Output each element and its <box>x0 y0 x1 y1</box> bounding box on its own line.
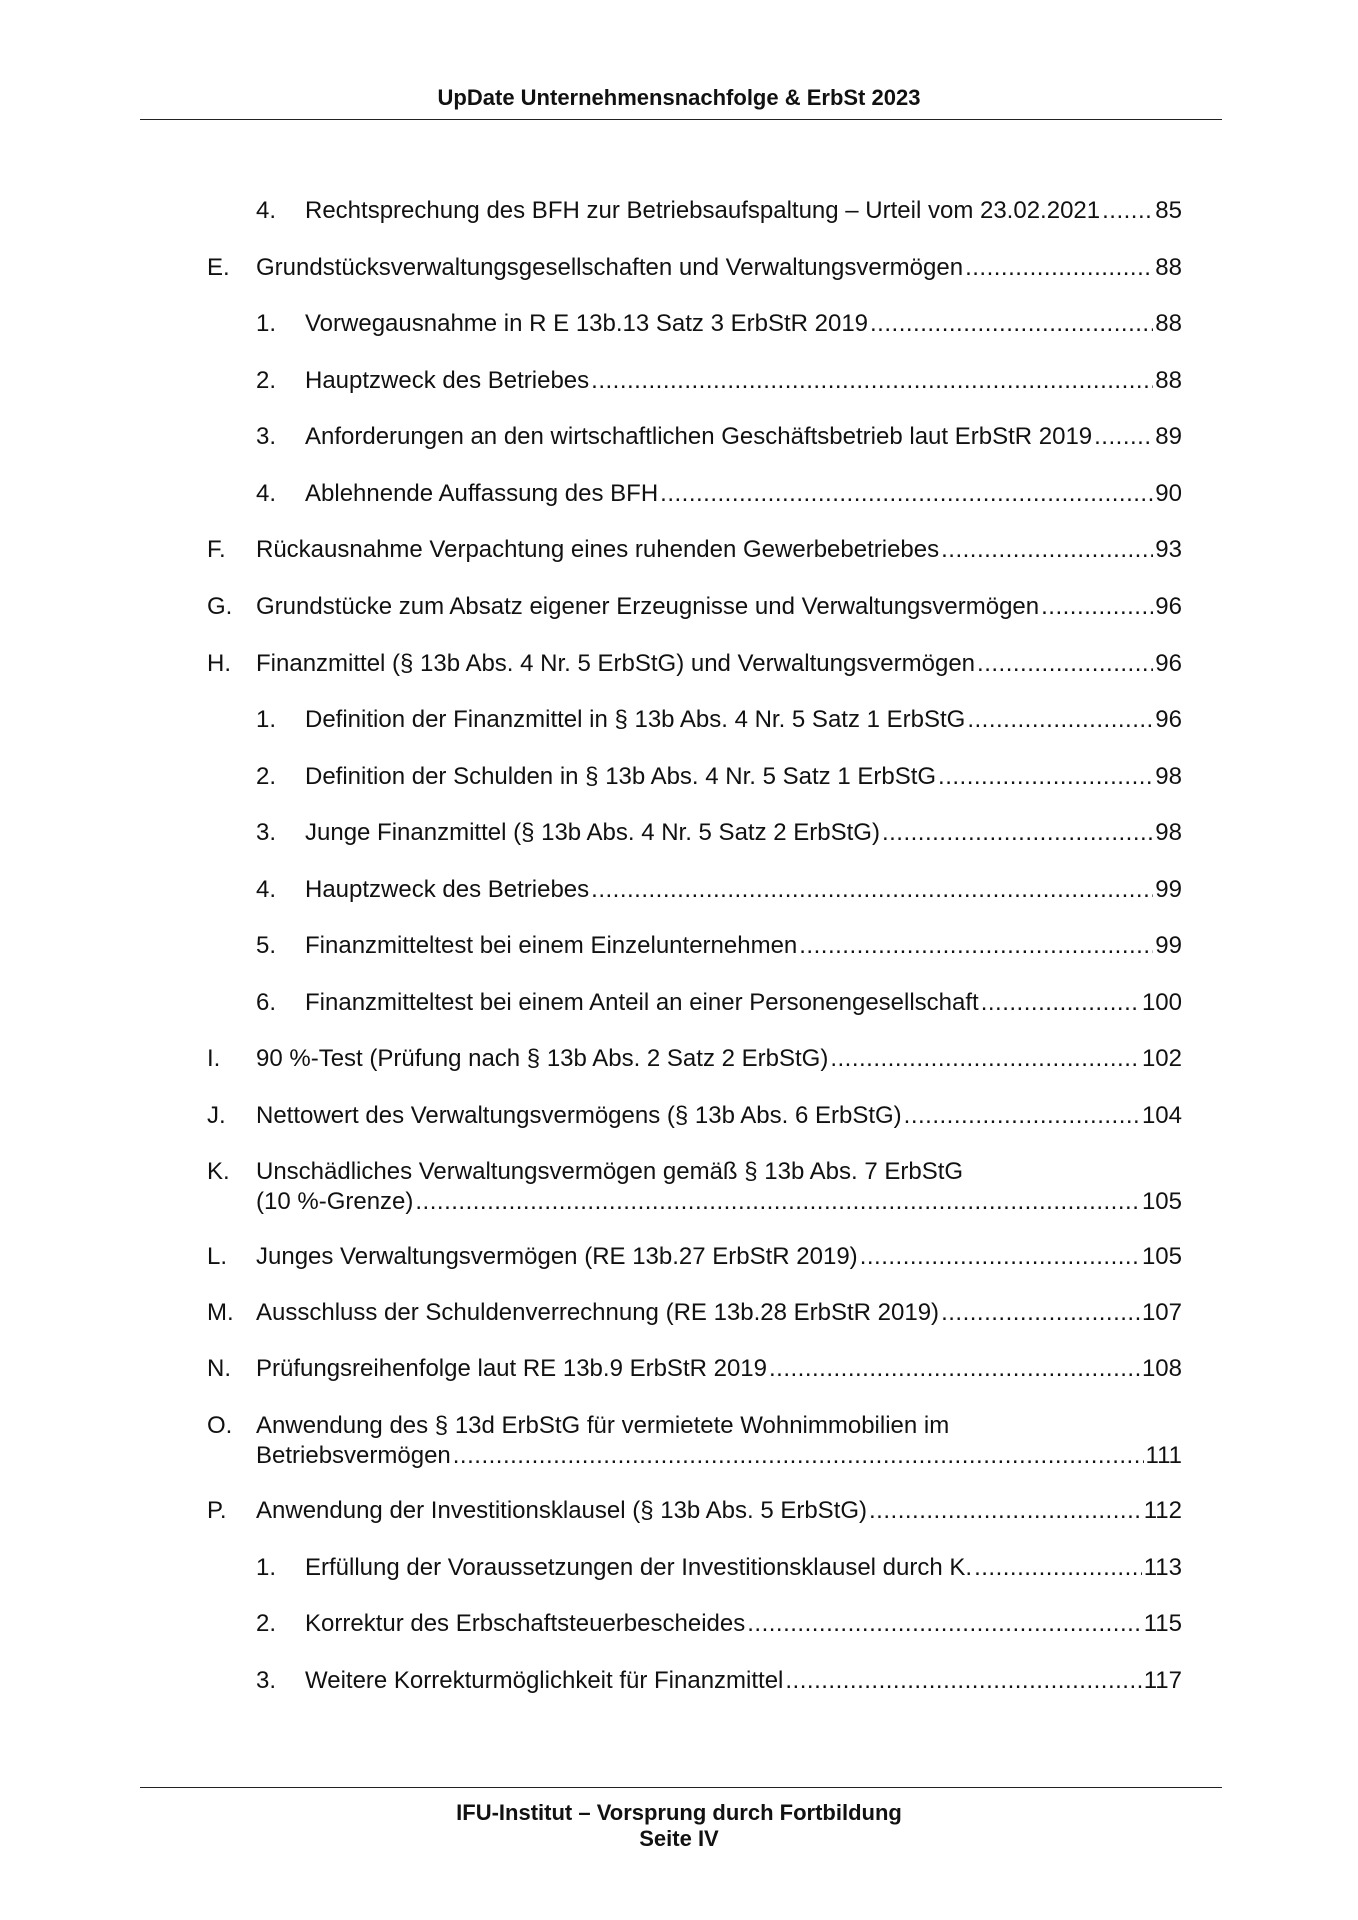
toc-entry-page: 113 <box>1143 1554 1182 1581</box>
toc-entry-title: Anforderungen an den wirtschaftlichen Geschäftsbetrieb laut ErbStR 2019 <box>305 423 1093 450</box>
toc-leader-dots <box>981 988 1140 1018</box>
toc-entry-page: 105 <box>1141 1243 1182 1270</box>
toc-entry-number: 2. <box>256 763 277 790</box>
toc-leader-dots <box>660 479 1153 509</box>
toc-entry-number: 1. <box>256 706 277 733</box>
toc-entry-page: 88 <box>1155 254 1182 281</box>
toc-entry-page: 96 <box>1155 650 1182 677</box>
toc-leader-dots <box>974 1553 1142 1583</box>
toc-entry-page: 104 <box>1141 1102 1182 1129</box>
toc-entry-title-line1: Anwendung des § 13d ErbStG für vermietete Wohnimmobilien im <box>256 1412 950 1439</box>
toc-entry-page: 85 <box>1155 197 1182 224</box>
toc-entry-title: Erfüllung der Voraussetzungen der Investitionsklausel durch K. <box>305 1554 973 1581</box>
toc-entry-number: F. <box>207 536 226 563</box>
toc-leader-dots <box>591 366 1153 396</box>
toc-entry-page: 98 <box>1155 763 1182 790</box>
toc-entry-title: Junges Verwaltungsvermögen (RE 13b.27 ErbStR 2019) <box>256 1243 858 1270</box>
toc-leader-dots <box>869 1496 1142 1526</box>
toc-leader-dots <box>785 1666 1141 1696</box>
toc-entry-number: 2. <box>256 367 277 394</box>
toc-entry-number: 4. <box>256 876 277 903</box>
toc-entry-page: 115 <box>1143 1610 1182 1637</box>
toc-entry-page: 96 <box>1155 593 1182 620</box>
toc-entry-number: 3. <box>256 819 277 846</box>
toc-leader-dots <box>1094 422 1153 452</box>
toc-leader-dots <box>799 931 1153 961</box>
toc-entry-number: K. <box>207 1158 230 1185</box>
toc-entry-title: Nettowert des Verwaltungsvermögens (§ 13b Abs. 6 ErbStG) <box>256 1102 902 1129</box>
toc-entry-page: 90 <box>1155 480 1182 507</box>
toc-entry-title: Definition der Schulden in § 13b Abs. 4 Nr. 5 Satz 1 ErbStG <box>305 763 937 790</box>
toc-entry-number: N. <box>207 1355 231 1382</box>
toc-entry-title: Prüfungsreihenfolge laut RE 13b.9 ErbStR 2019 <box>256 1355 767 1382</box>
footer-institute: IFU-Institut – Vorsprung durch Fortbildung <box>456 1800 902 1825</box>
toc-entry-title: Finanzmittel (§ 13b Abs. 4 Nr. 5 ErbStG) und Verwaltungsvermögen <box>256 650 976 677</box>
toc-leader-dots <box>1102 196 1153 226</box>
toc-leader-dots <box>415 1187 1140 1217</box>
toc-entry-number: E. <box>207 254 230 281</box>
toc-entry-number: 2. <box>256 1610 277 1637</box>
toc-leader-dots <box>882 818 1153 848</box>
toc-entry-title: Rechtsprechung des BFH zur Betriebsaufspaltung – Urteil vom 23.02.2021 <box>305 197 1101 224</box>
toc-entry-title: Ausschluss der Schuldenverrechnung (RE 13b.28 ErbStR 2019) <box>256 1299 940 1326</box>
toc-leader-dots <box>904 1101 1140 1131</box>
toc-entry-number: L. <box>207 1243 228 1270</box>
toc-leader-dots <box>453 1441 1144 1471</box>
toc-entry-page: 88 <box>1155 310 1182 337</box>
toc-entry-number: 1. <box>256 1554 277 1581</box>
toc-leader-dots <box>860 1242 1140 1272</box>
toc-entry-number: 6. <box>256 989 277 1016</box>
toc-entry-title-line1: Unschädliches Verwaltungsvermögen gemäß § 13b Abs. 7 ErbStG <box>256 1158 964 1185</box>
toc-entry-number: G. <box>207 593 233 620</box>
toc-entry-title: Finanzmitteltest bei einem Anteil an einer Personengesellschaft <box>305 989 979 1016</box>
toc-entry-number: 3. <box>256 1667 277 1694</box>
toc-leader-dots <box>941 535 1153 565</box>
toc-entry-page: 88 <box>1155 367 1182 394</box>
toc-leader-dots <box>591 875 1153 905</box>
toc-entry-page: 96 <box>1155 706 1182 733</box>
toc-entry-number: 1. <box>256 310 277 337</box>
footer-divider <box>140 1787 1222 1788</box>
toc-entry-title: Vorwegausnahme in R E 13b.13 Satz 3 ErbStR 2019 <box>305 310 869 337</box>
toc-entry-title: Ablehnende Auffassung des BFH <box>305 480 659 507</box>
toc-entry-page: 99 <box>1155 876 1182 903</box>
toc-entry-title: (10 %-Grenze) <box>256 1188 414 1215</box>
toc-entry-number: P. <box>207 1497 227 1524</box>
toc-entry-number: 4. <box>256 197 277 224</box>
toc-entry-number: 4. <box>256 480 277 507</box>
toc-entry-page: 99 <box>1155 932 1182 959</box>
toc-entry-number: O. <box>207 1412 233 1439</box>
toc-entry-page: 89 <box>1155 423 1182 450</box>
toc-entry-title: Betriebsvermögen <box>256 1442 451 1469</box>
toc-entry-page: 102 <box>1141 1045 1182 1072</box>
toc-entry-number: 3. <box>256 423 277 450</box>
toc-entry-page: 117 <box>1143 1667 1182 1694</box>
toc-leader-dots <box>1041 592 1153 622</box>
toc-entry-number: 5. <box>256 932 277 959</box>
toc-entry-number: J. <box>207 1102 226 1129</box>
toc-entry-title: Junge Finanzmittel (§ 13b Abs. 4 Nr. 5 Satz 2 ErbStG) <box>305 819 880 846</box>
toc-entry-title: Korrektur des Erbschaftsteuerbescheides <box>305 1610 746 1637</box>
toc-entry-page: 98 <box>1155 819 1182 846</box>
toc-entry-title: Hauptzweck des Betriebes <box>305 876 590 903</box>
toc-entry-number: M. <box>207 1299 234 1326</box>
toc-entry-page: 93 <box>1155 536 1182 563</box>
toc-entry-title: Hauptzweck des Betriebes <box>305 367 590 394</box>
toc-entry-title: Grundstücke zum Absatz eigener Erzeugnisse und Verwaltungsvermögen <box>256 593 1040 620</box>
toc-entry-page: 111 <box>1145 1442 1182 1469</box>
toc-leader-dots <box>977 649 1153 679</box>
toc-entry-page: 105 <box>1141 1188 1182 1215</box>
toc-entry-title: Grundstücksverwaltungsgesellschaften und Verwaltungsvermögen <box>256 254 964 281</box>
toc-leader-dots <box>870 309 1153 339</box>
toc-entry-title: 90 %-Test (Prüfung nach § 13b Abs. 2 Satz 2 ErbStG) <box>256 1045 829 1072</box>
toc-leader-dots <box>965 253 1153 283</box>
toc-entry-title: Weitere Korrekturmöglichkeit für Finanzmittel <box>305 1667 784 1694</box>
toc-entry-title: Rückausnahme Verpachtung eines ruhenden Gewerbebetriebes <box>256 536 940 563</box>
page-header-title: UpDate Unternehmensnachfolge & ErbSt 2023 <box>437 85 921 110</box>
toc-entry-number: I. <box>207 1045 221 1072</box>
toc-entry-title: Definition der Finanzmittel in § 13b Abs. 4 Nr. 5 Satz 1 ErbStG <box>305 706 966 733</box>
toc-entry-number: H. <box>207 650 231 677</box>
toc-entry-page: 100 <box>1141 989 1182 1016</box>
toc-leader-dots <box>938 762 1153 792</box>
footer-page-number: Seite IV <box>639 1826 719 1851</box>
toc-entry-title: Anwendung der Investitionsklausel (§ 13b Abs. 5 ErbStG) <box>256 1497 868 1524</box>
toc-entry-page: 112 <box>1143 1497 1182 1524</box>
toc-leader-dots <box>941 1298 1140 1328</box>
toc-leader-dots <box>830 1044 1140 1074</box>
toc-entry-title: Finanzmitteltest bei einem Einzelunternehmen <box>305 932 798 959</box>
toc-leader-dots <box>769 1354 1140 1384</box>
toc-leader-dots <box>967 705 1153 735</box>
toc-leader-dots <box>747 1609 1142 1639</box>
toc-entry-page: 108 <box>1141 1355 1182 1382</box>
header-divider <box>140 119 1222 120</box>
toc-entry-page: 107 <box>1141 1299 1182 1326</box>
